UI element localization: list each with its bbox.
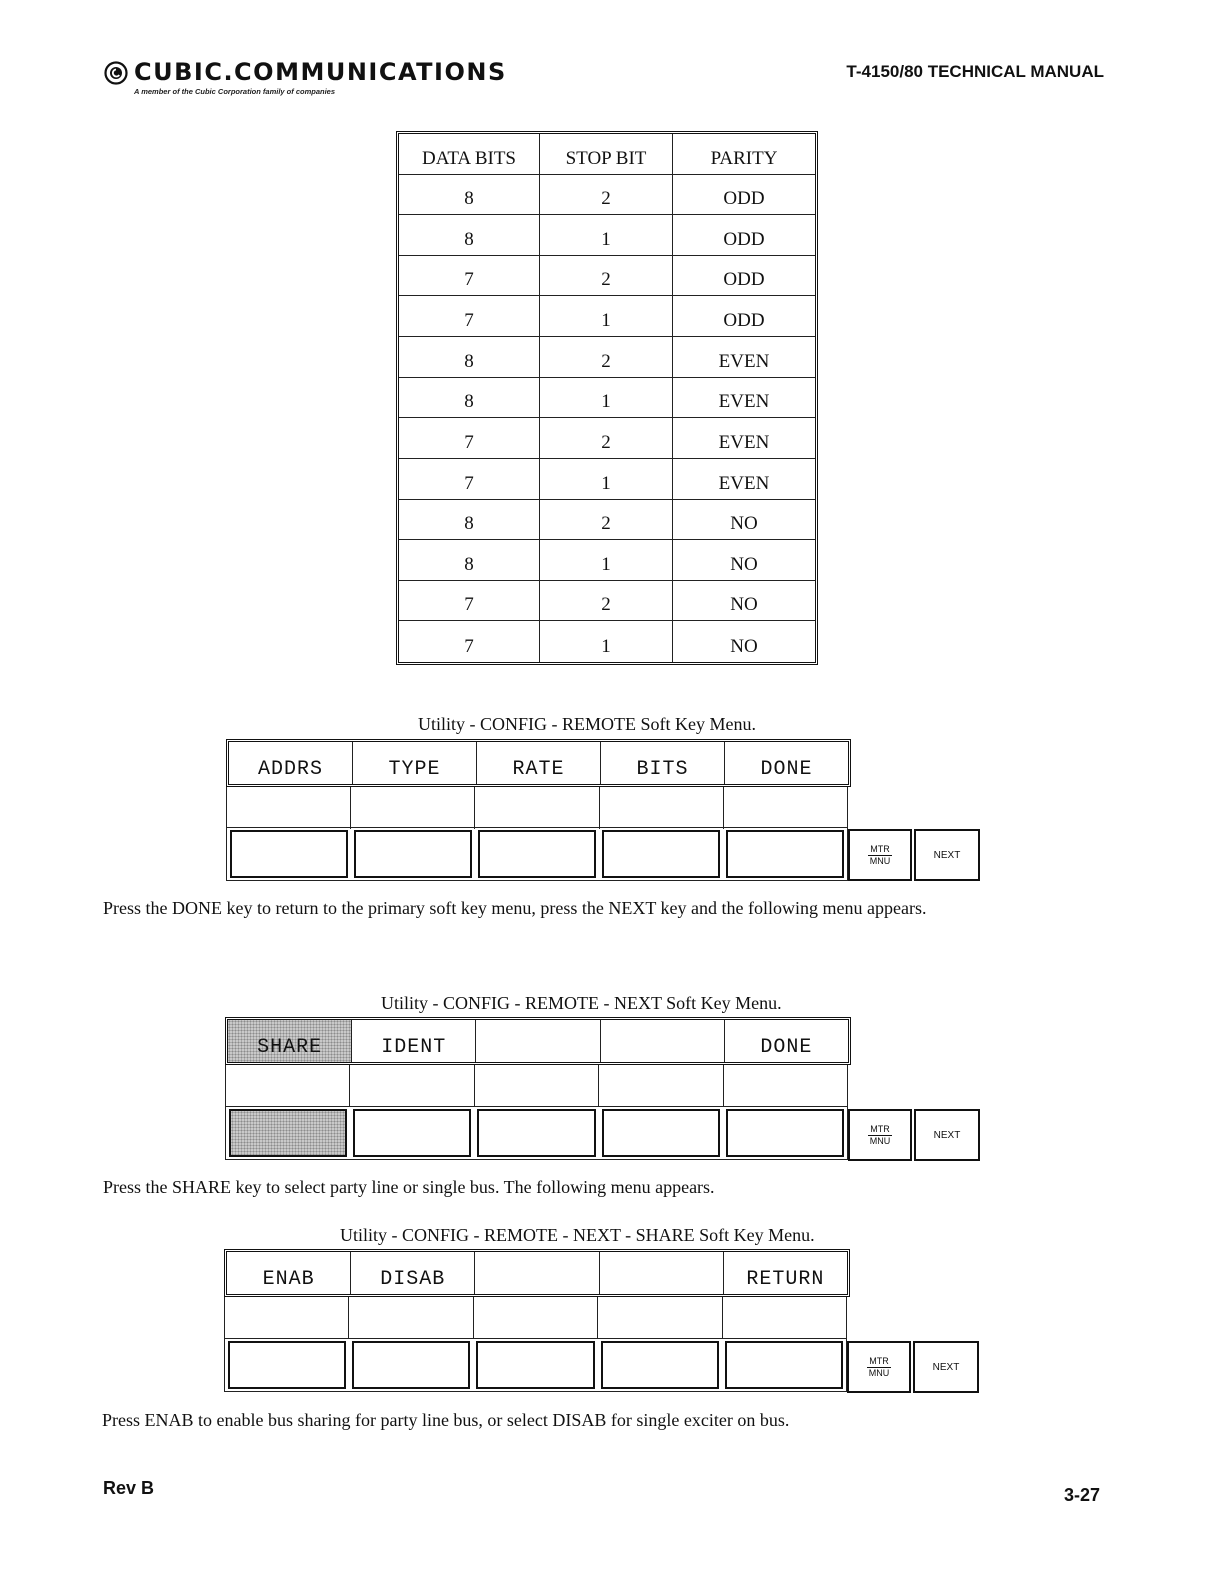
table-cell: 1 (540, 459, 673, 500)
table-cell: NO (730, 635, 758, 657)
softkey-label-return: RETURN (746, 1268, 825, 1291)
table-cell: 8 (399, 337, 540, 378)
softkey-button-2[interactable] (354, 830, 472, 878)
softkey-button-4[interactable] (602, 1109, 720, 1157)
softkey-label-addrs: ADDRS (229, 742, 353, 784)
softkey-spacer-row (226, 787, 848, 829)
revision-label: Rev B (103, 1478, 155, 1498)
table-cell: 7 (399, 418, 540, 459)
table-cell: 1 (540, 621, 673, 662)
page-number: 3-27 (1063, 1485, 1100, 1505)
softkey-button-5[interactable] (725, 1341, 843, 1389)
softkey-button-2[interactable] (353, 1109, 471, 1157)
next-button[interactable]: NEXT (913, 1341, 979, 1393)
softkey-button-5[interactable] (726, 830, 844, 878)
table-cell: 7 (399, 296, 540, 337)
table-cell: 2 (540, 256, 673, 297)
softkey-label-done: DONE (760, 758, 813, 781)
softkey-button-5[interactable] (726, 1109, 844, 1157)
manual-title: T-4150/80 TECHNICAL MANUAL (846, 62, 1104, 81)
softkey-button-2[interactable] (352, 1341, 470, 1389)
table-cell: 7 (399, 621, 540, 662)
softkey-button-3[interactable] (478, 830, 596, 878)
softkey-button-3[interactable] (476, 1341, 594, 1389)
softkey-spacer-row (224, 1297, 847, 1339)
softkey-label-blank-4 (600, 1252, 724, 1294)
table-cell: 1 (540, 215, 673, 256)
table-cell: 7 (399, 256, 540, 297)
table-cell: EVEN (673, 378, 815, 419)
softkey-label-blank-4 (601, 1020, 725, 1062)
softkey-label-blank-3 (475, 1252, 599, 1294)
softkey-menu-share (224, 1249, 850, 1339)
table-cell: 1 (540, 540, 673, 581)
softkey-button-share[interactable] (229, 1109, 347, 1157)
softkey-menu-remote-next (225, 1017, 851, 1107)
table-cell: 1 (540, 296, 673, 337)
softkey-button-1[interactable] (228, 1341, 346, 1389)
table-cell: 1 (540, 378, 673, 419)
table-cell: EVEN (673, 418, 815, 459)
next-button[interactable]: NEXT (914, 1109, 980, 1161)
softkey-spacer-row (225, 1065, 848, 1107)
table-cell: ODD (673, 215, 815, 256)
softkey-button-1[interactable] (230, 830, 348, 878)
table-cell: 2 (540, 175, 673, 216)
table-cell: ODD (673, 175, 815, 216)
table-cell: NO (673, 581, 815, 622)
softkey-label-row (225, 1017, 851, 1065)
softkey-label-bits: BITS (601, 742, 725, 784)
softkey-label-enab: ENAB (227, 1252, 351, 1294)
table-cell: 8 (399, 500, 540, 541)
cubic-logo-icon (104, 61, 128, 85)
company-tagline: A member of the Cubic Corporation family of companies (134, 87, 335, 96)
mtr-mnu-button[interactable]: MTR MNU (847, 1341, 911, 1393)
table-cell: 8 (399, 175, 540, 216)
softkey-label-done: DONE (760, 1036, 813, 1059)
table-cell: 2 (540, 581, 673, 622)
softkey-button-4[interactable] (602, 830, 720, 878)
table-cell: ODD (673, 256, 815, 297)
softkey-label-ident: IDENT (352, 1020, 476, 1062)
softkey-button-row (226, 827, 848, 881)
menu-caption-remote-next: Utility - CONFIG - REMOTE - NEXT Soft Key Menu. (381, 993, 782, 1013)
table-cell: 7 (399, 459, 540, 500)
parity-table (396, 131, 818, 665)
softkey-label-type: TYPE (353, 742, 477, 784)
table-cell: 8 (399, 215, 540, 256)
next-button[interactable]: NEXT (914, 829, 980, 881)
instruction-done-next: Press the DONE key to return to the primary soft key menu, press the NEXT key and the following menu appears. (103, 898, 927, 918)
table-cell: 7 (399, 581, 540, 622)
table-cell: 2 (540, 337, 673, 378)
table-header-cell: STOP BIT (540, 134, 673, 175)
softkey-menu-remote (226, 739, 851, 829)
menu-caption-remote: Utility - CONFIG - REMOTE Soft Key Menu. (418, 714, 756, 734)
softkey-button-row (224, 1338, 847, 1392)
softkey-button-3[interactable] (477, 1109, 595, 1157)
table-cell: ODD (673, 296, 815, 337)
table-cell: 8 (399, 378, 540, 419)
softkey-button-4[interactable] (601, 1341, 719, 1389)
table-cell: NO (673, 500, 815, 541)
table-header-cell: PARITY (673, 134, 815, 175)
instruction-share: Press the SHARE key to select party line or single bus. The following menu appears. (103, 1177, 715, 1197)
table-header-cell: DATA BITS (399, 134, 540, 175)
table-cell: EVEN (673, 459, 815, 500)
mtr-mnu-button[interactable]: MTR MNU (848, 1109, 912, 1161)
table-cell: NO (673, 540, 815, 581)
softkey-label-rate: RATE (477, 742, 601, 784)
table-cell: EVEN (673, 337, 815, 378)
softkey-label-row (224, 1249, 850, 1297)
softkey-button-row (225, 1106, 848, 1160)
softkey-label-disab: DISAB (351, 1252, 475, 1294)
table-cell: 8 (399, 540, 540, 581)
table-cell: 2 (540, 418, 673, 459)
instruction-enab-disab: Press ENAB to enable bus sharing for party line bus, or select DISAB for single exciter on bus. (102, 1410, 790, 1430)
mtr-mnu-button[interactable]: MTR MNU (848, 829, 912, 881)
softkey-label-share: SHARE (228, 1020, 352, 1062)
menu-caption-share: Utility - CONFIG - REMOTE - NEXT - SHARE Soft Key Menu. (340, 1225, 815, 1245)
softkey-label-blank-3 (476, 1020, 600, 1062)
company-name: CUBIC.COMMUNICATIONS (134, 58, 507, 86)
softkey-label-row (226, 739, 851, 787)
table-cell: 2 (540, 500, 673, 541)
